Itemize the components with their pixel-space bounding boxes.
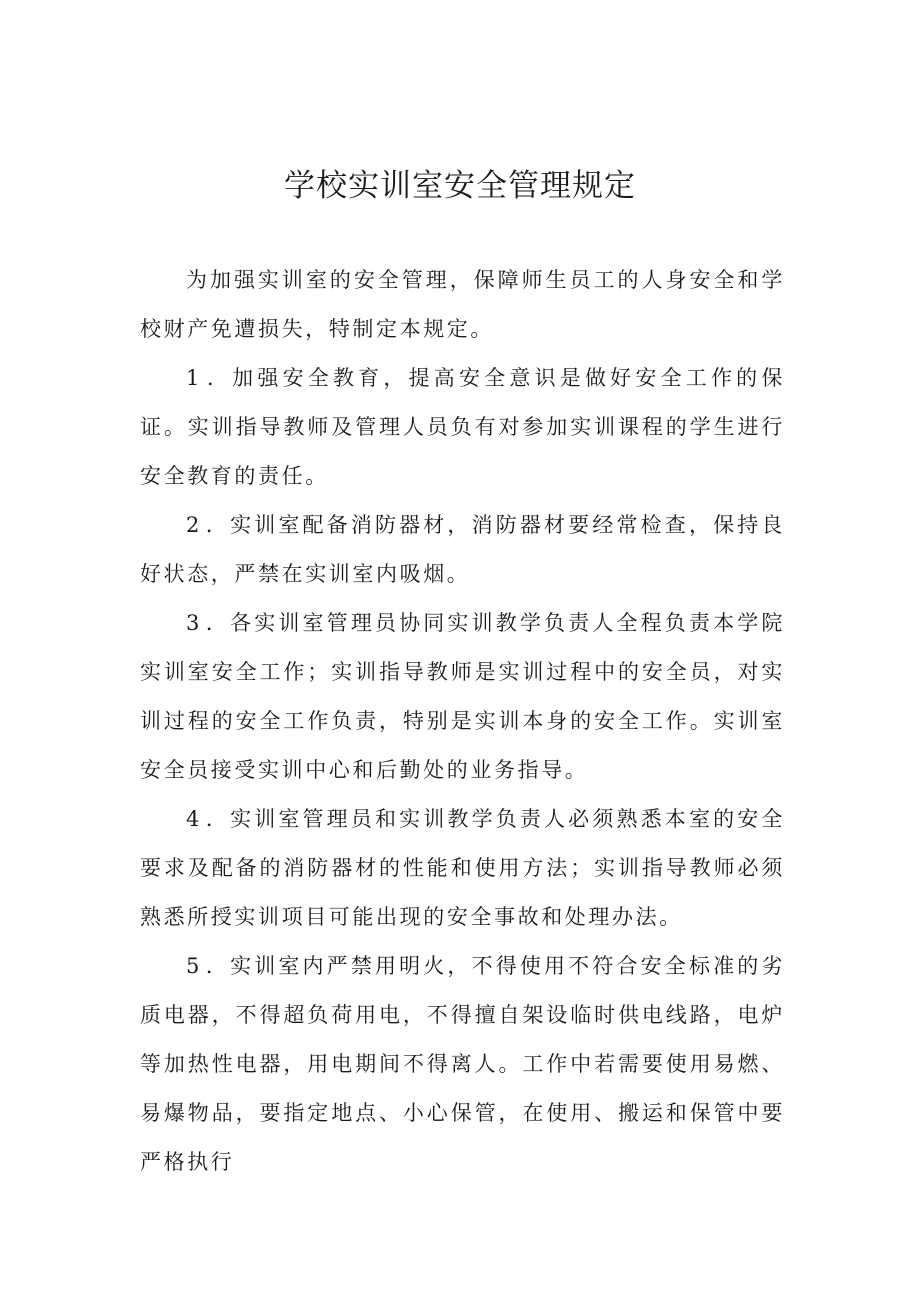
document-body — [140, 256, 785, 1187]
clause-1-paragraph — [140, 354, 785, 501]
paragraph-text: ．实训室配备消防器材，消防器材要经常检查，保持良好状态，严禁在实训室内吸烟。 — [140, 513, 785, 586]
paragraph-text: 为加强实训室的安全管理，保障师生员工的人身安全和学校财产免遭损失，特制定本规定。 — [140, 268, 785, 341]
paragraph-text: ．加强安全教育，提高安全意识是做好安全工作的保证。实训指导教师及管理人员负有对参加实训课程的学生进行安全教育的责任。 — [140, 366, 785, 488]
clause-3-paragraph — [140, 599, 785, 795]
clause-number: 4 — [186, 807, 206, 831]
paragraph-text: ．各实训室管理员协同实训教学负责人全程负责本学院实训室安全工作；实训指导教师是实训过程中的安全员，对实训过程的安全工作负责，特别是实训本身的安全工作。实训室安全员接受实训中心和后勤处的业务指导。 — [140, 611, 785, 782]
clause-4-paragraph — [140, 795, 785, 942]
clause-number: 3 — [186, 611, 206, 635]
document-title: 学校实训室安全管理规定 — [284, 168, 636, 204]
paragraph-text: ．实训室内严禁用明火，不得使用不符合安全标准的劣质电器，不得超负荷用电，不得擅自架设临时供电线路，电炉等加热性电器，用电期间不得离人。工作中若需要使用易燃、易爆物品，要指定地点、小心保管，在使用、搬运和保管中要严格执行 — [140, 954, 785, 1174]
paragraph-text: ．实训室管理员和实训教学负责人必须熟悉本室的安全要求及配备的消防器材的性能和使用方法；实训指导教师必须熟悉所授实训项目可能出现的安全事故和处理办法。 — [140, 807, 785, 929]
clause-2-paragraph — [140, 501, 785, 599]
intro-paragraph — [140, 256, 785, 354]
clause-number: 5 — [186, 954, 206, 978]
clause-number: 2 — [186, 513, 206, 537]
clause-number: 1 — [186, 366, 206, 390]
clause-5-paragraph — [140, 942, 785, 1187]
